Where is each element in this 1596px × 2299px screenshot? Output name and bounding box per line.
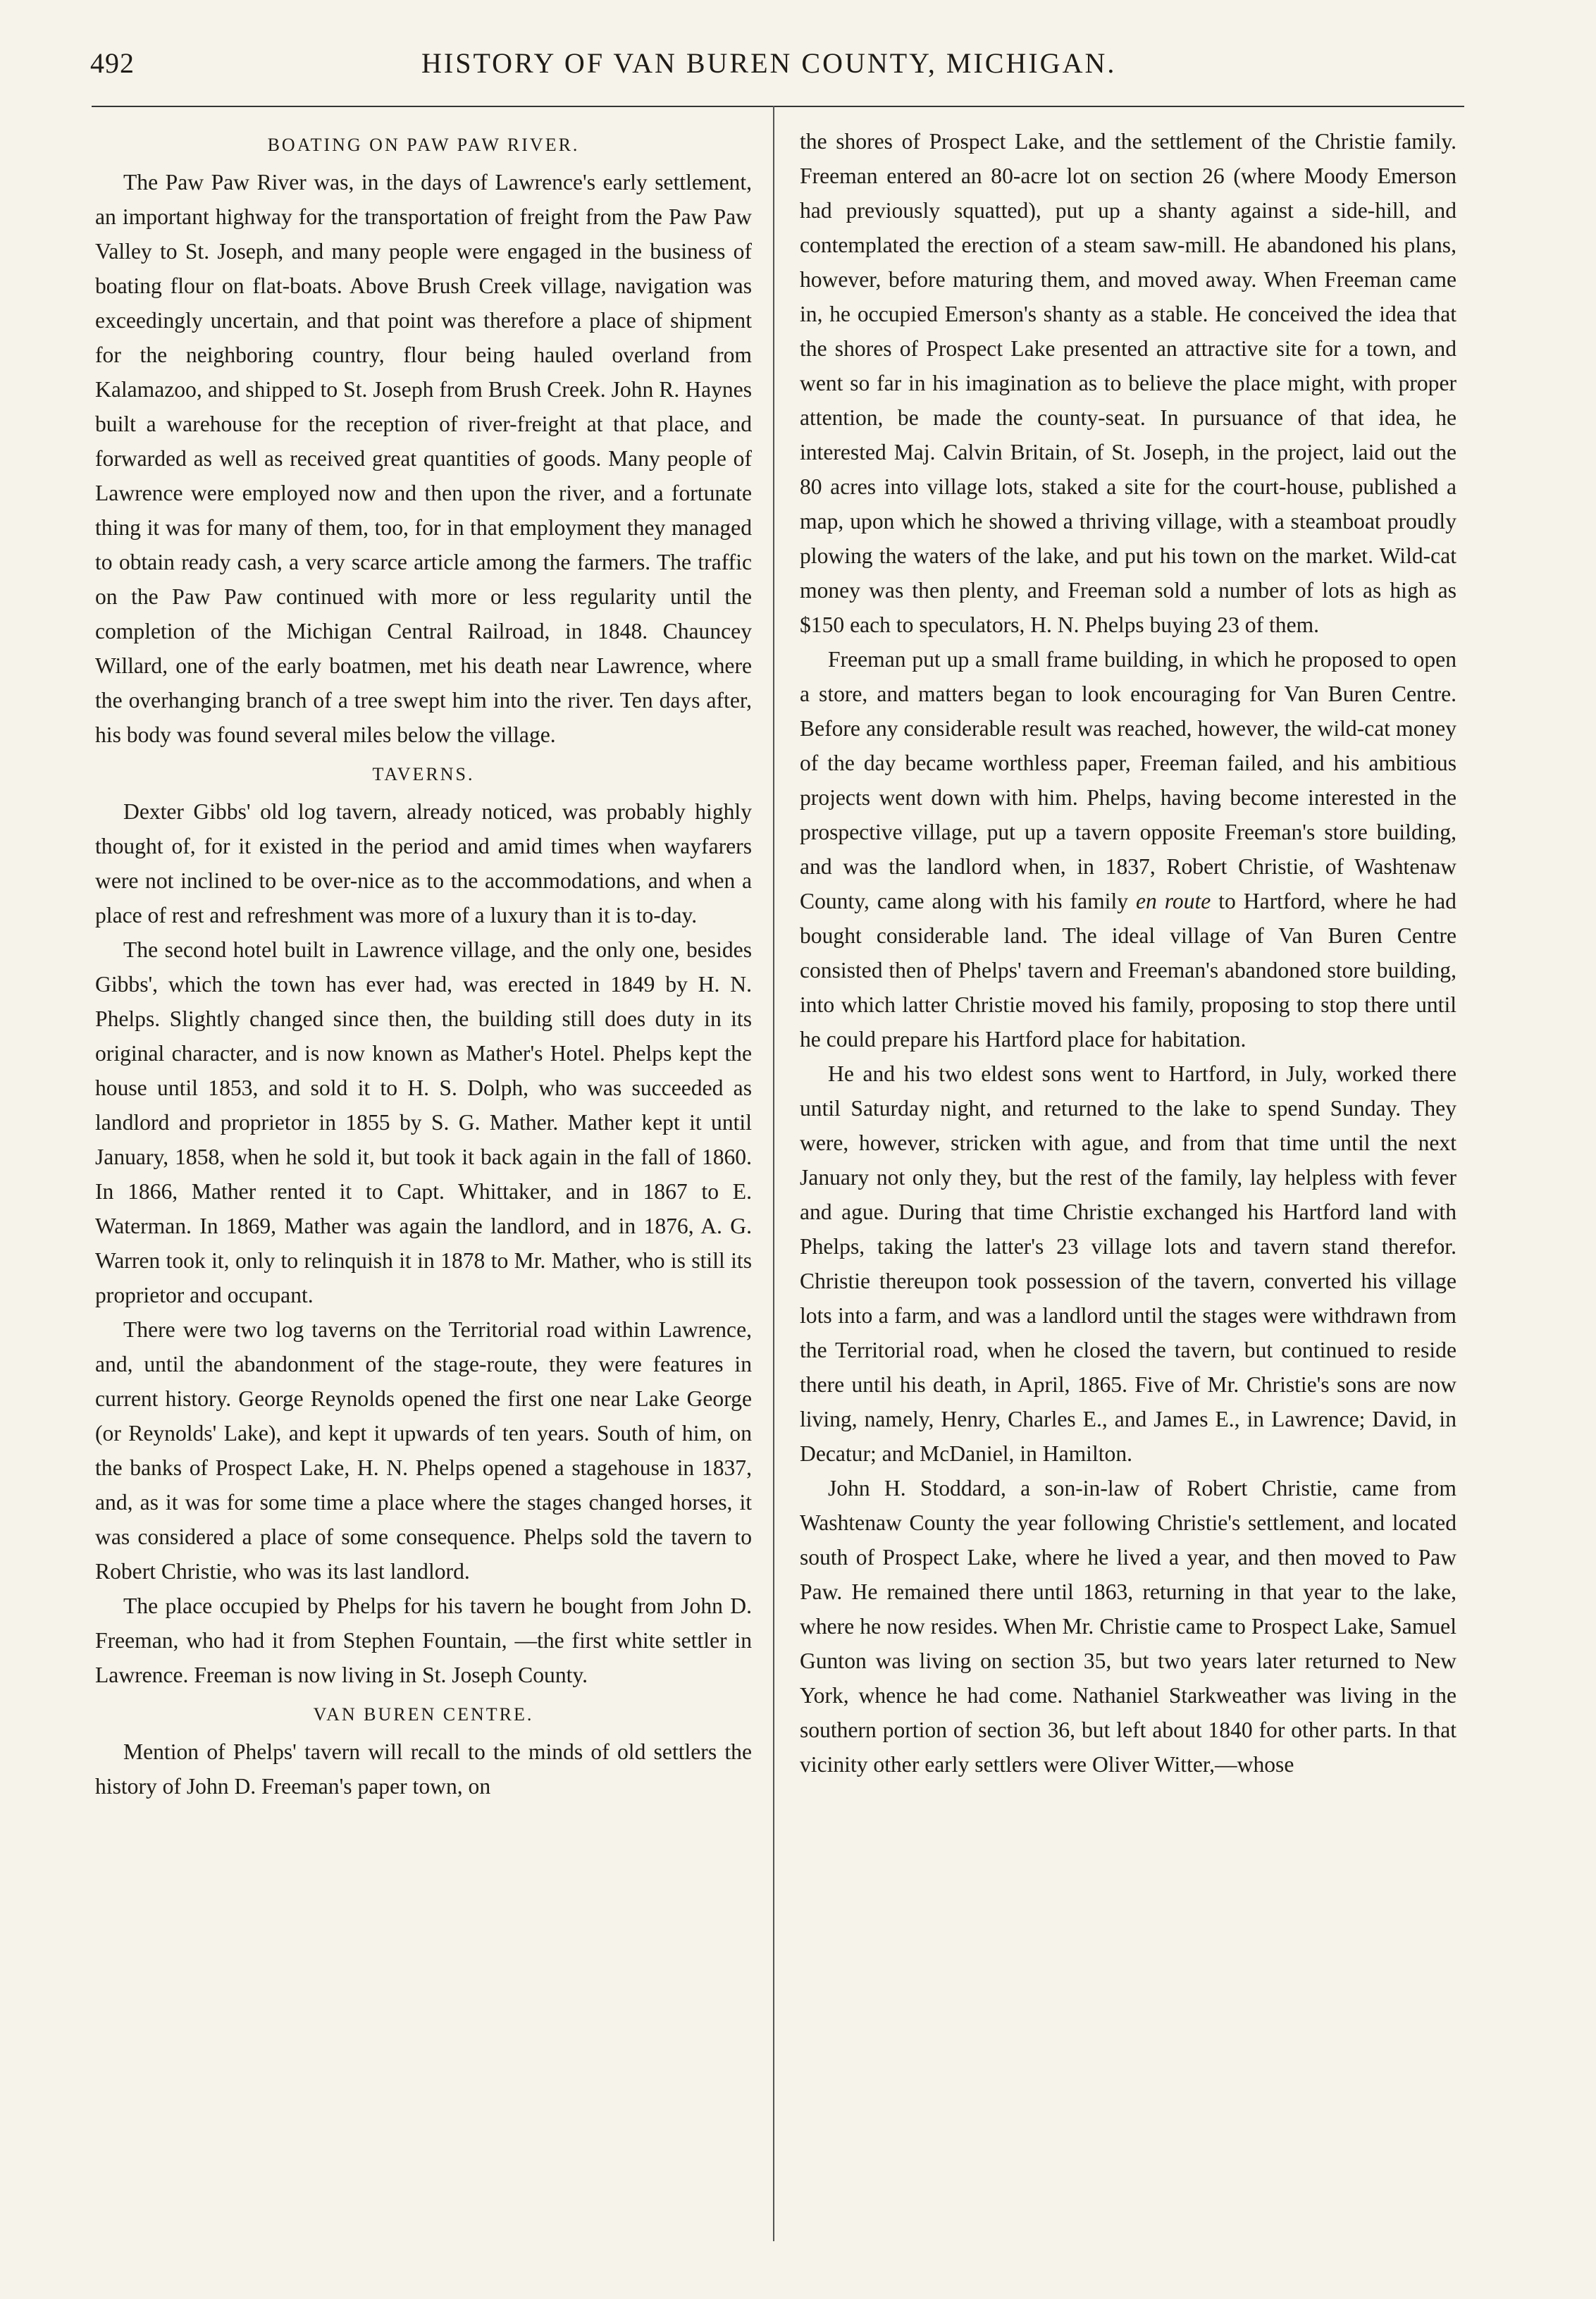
column-divider	[773, 106, 774, 2241]
paragraph-freeman-store-part-b: to Hartford, where he had bought considerable land. The ideal village of Van Buren Centre consisted then of Phelps' tavern and Freeman's abandoned store building, into which latter Christie moved his family, proposing to stop there until he could prepare his Hartford place for habitation.	[800, 889, 1456, 1052]
section-heading-boating: BOATING ON PAW PAW RIVER.	[267, 135, 580, 155]
paragraph-van-buren-centre-1: Mention of Phelps' tavern will recall to the minds of old settlers the history of John D. Freeman's paper town, on	[95, 1739, 752, 1799]
paragraph-taverns-4: The place occupied by Phelps for his tavern he bought from John D. Freeman, who had it from Stephen Fountain, —the first white settler in Lawrence. Freeman is now living in St. Joseph County.	[95, 1594, 752, 1687]
section-heading-taverns: TAVERNS.	[372, 764, 475, 784]
header-rule	[92, 106, 1464, 107]
page-header	[90, 47, 1464, 89]
paragraph-christie-hartford: He and his two eldest sons went to Hartford, in July, worked there until Saturday night, and returned to the lake to spend Sunday. They were, however, stricken with ague, and from that time until the next January not only they, but the rest of the family, lay helpless with fever and ague. During that time Christie exchanged his Hartford land with Phelps, taking the latter's 23 village lots and tavern stand therefor. Christie thereupon took possession of the tavern, converted his village lots into a farm, and was a landlord until the stages were withdrawn from the Territorial road, when he closed the tavern, but continued to reside there until his death, in April, 1865. Five of Mr. Christie's sons are now living, namely, Henry, Charles E., and James E., in Lawrence; David, in Decatur; and McDaniel, in Hamilton.	[800, 1061, 1456, 1466]
paragraph-stoddard: John H. Stoddard, a son-in-law of Robert Christie, came from Washtenaw County the year following Christie's settlement, and located south of Prospect Lake, where he lived a year, and then moved to Paw Paw. He remained there until 1863, returning in that year to the lake, where he now resides. When Mr. Christie came to Prospect Lake, Samuel Gunton was living on section 35, but two years later returned to New York, whence he had come. Nathaniel Starkweather was living in the southern portion of section 36, but left about 1840 for other parts. In that vicinity other early settlers were Oliver Witter,—whose	[800, 1476, 1456, 1777]
running-title: HISTORY OF VAN BUREN COUNTY, MICHIGAN.	[421, 47, 1117, 79]
right-column	[800, 124, 1456, 2203]
paragraph-taverns-1: Dexter Gibbs' old log tavern, already noticed, was probably highly thought of, for it existed in the period and amid times when wayfarers were not inclined to be over-nice as to the accommodations, and when a place of rest and refreshment was more of a luxury than it is to-day.	[95, 799, 752, 927]
paragraph-taverns-2: The second hotel built in Lawrence village, and the only one, besides Gibbs', which the town has ever had, was erected in 1849 by H. N. Phelps. Slightly changed since then, the building still does duty in its original character, and is now known as Mather's Hotel. Phelps kept the house until 1853, and sold it to H. S. Dolph, who was succeeded as landlord and proprietor in 1855 by S. G. Mather. Mather kept it until January, 1858, when he sold it, but took it back again in the fall of 1860. In 1866, Mather rented it to Capt. Whittaker, and in 1867 to E. Waterman. In 1869, Mather was again the landlord, and in 1876, A. G. Warren took it, only to relinquish it in 1878 to Mr. Mather, who is still its proprietor and occupant.	[95, 937, 752, 1307]
paragraph-boating: The Paw Paw River was, in the days of Lawrence's early settlement, an important highway for the transportation of freight from the Paw Paw Valley to St. Joseph, and many people were engaged in the business of boating flour on flat-boats. Above Brush Creek village, navigation was exceedingly uncertain, and that point was therefore a place of shipment for the neighboring country, flour being hauled overland from Kalamazoo, and shipped to St. Joseph from Brush Creek. John R. Haynes built a warehouse for the reception of river-freight at that place, and forwarded as well as received great quantities of goods. Many people of Lawrence were employed now and then upon the river, and a fortunate thing it was for many of them, too, for in that employment they managed to obtain ready cash, a very scarce article among the farmers. The traffic on the Paw Paw continued with more or less regularity until the completion of the Michigan Central Railroad, in 1848. Chauncey Willard, one of the early boatmen, met his death near Lawrence, where the overhanging branch of a tree swept him into the river. Ten days after, his body was found several miles below the village.	[95, 170, 752, 747]
paragraph-continued: the shores of Prospect Lake, and the settlement of the Christie family. Freeman entered an 80-acre lot on section 26 (where Moody Emerson had previously squatted), put up a shanty against a side-hill, and contemplated the erection of a steam saw-mill. He abandoned his plans, however, before maturing them, and moved away. When Freeman came in, he occupied Emerson's shanty as a stable. He conceived the idea that the shores of Prospect Lake presented an attractive site for a town, and went so far in his imagination as to believe the place might, with proper attention, be made the county-seat. In pursuance of that idea, he interested Maj. Calvin Britain, of St. Joseph, in the project, laid out the 80 acres into village lots, staked a site for the court-house, published a map, upon which he showed a thriving village, with a steamboat proudly plowing the waters of the lake, and put his town on the market. Wild-cat money was then plenty, and Freeman sold a number of lots as high as $150 each to speculators, H. N. Phelps buying 23 of them.	[800, 129, 1456, 637]
italic-en-route: en route	[1136, 889, 1211, 913]
left-column	[95, 130, 752, 2209]
page-number: 492	[90, 47, 135, 79]
section-heading-van-buren-centre: VAN BUREN CENTRE.	[313, 1704, 534, 1725]
paragraph-taverns-3: There were two log taverns on the Territorial road within Lawrence, and, until the abandonment of the stage-route, they were features in current history. George Reynolds opened the first one near Lake George (or Reynolds' Lake), and kept it upwards of ten years. South of him, on the banks of Prospect Lake, H. N. Phelps opened a stagehouse in 1837, and, as it was for some time a place where the stages changed horses, it was considered a place of some consequence. Phelps sold the tavern to Robert Christie, who was its last landlord.	[95, 1317, 752, 1584]
paragraph-freeman-store-part-a: Freeman put up a small frame building, in which he proposed to open a store, and matters began to look encouraging for Van Buren Centre. Before any considerable result was reached, however, the wild-cat money of the day became worthless paper, Freeman failed, and his ambitious projects went down with him. Phelps, having become interested in the prospective village, put up a tavern opposite Freeman's store building, and was the landlord when, in 1837, Robert Christie, of Washtenaw County, came along with his family	[800, 647, 1456, 913]
paragraph-freeman-store	[800, 642, 1456, 1056]
